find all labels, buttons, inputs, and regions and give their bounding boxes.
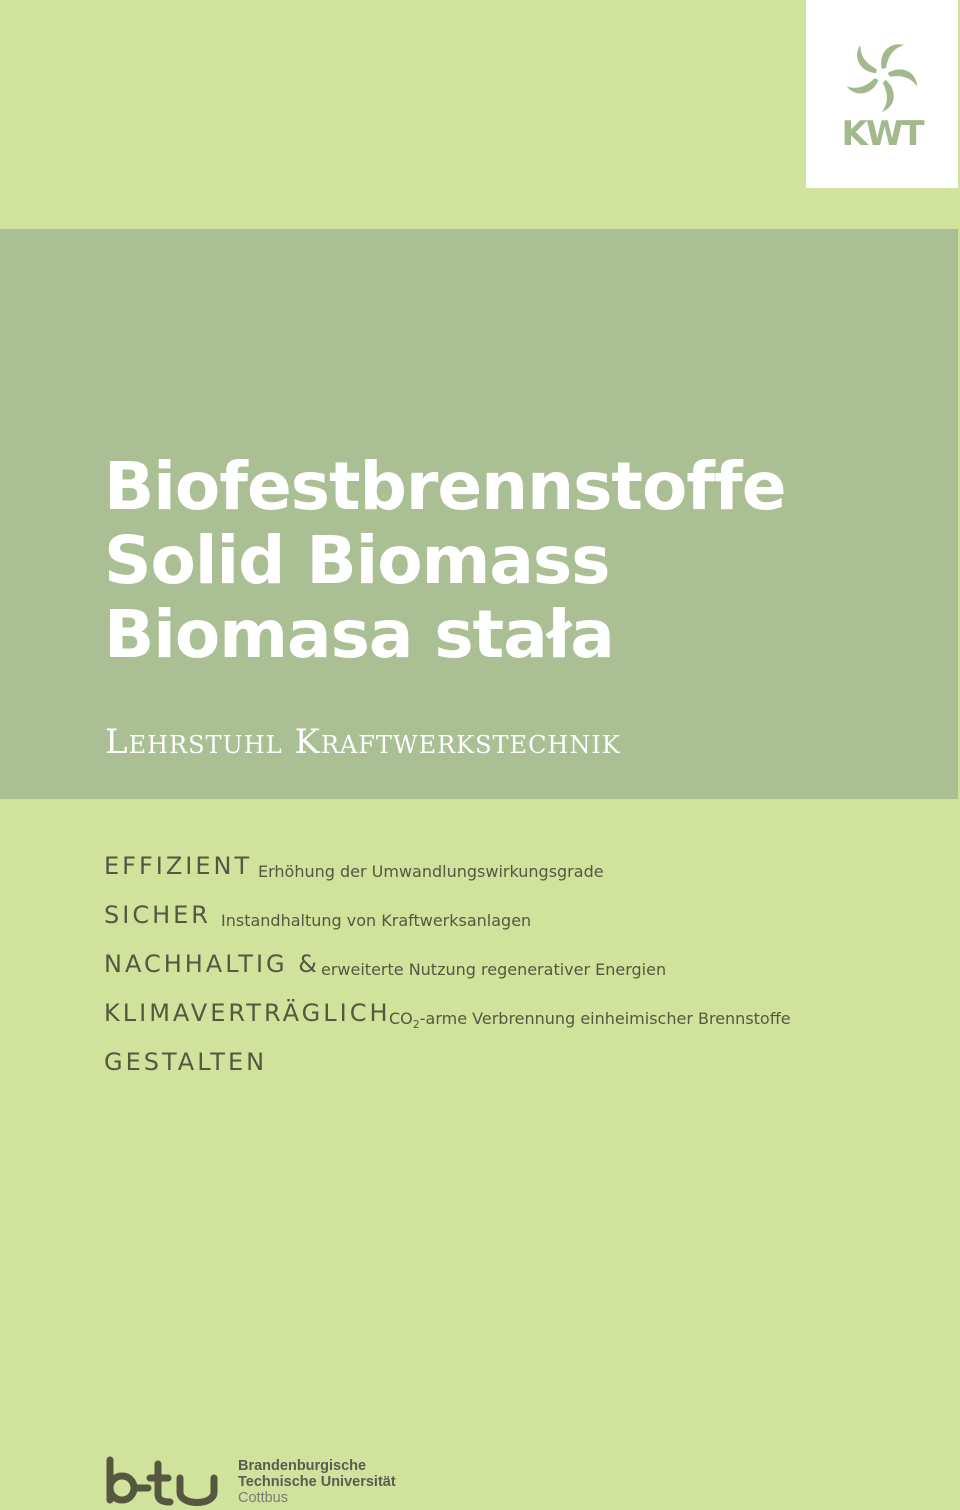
keyword-description: Instandhaltung von Kraftwerksanlagen	[221, 911, 532, 930]
university-line-3: Cottbus	[238, 1490, 288, 1506]
kwt-turbine-icon	[842, 38, 922, 112]
university-name	[238, 1458, 396, 1506]
keyword-word: KLIMAVERTRÄGLICH	[104, 999, 391, 1027]
keyword-description: erweiterte Nutzung regenerativer Energien	[321, 960, 667, 979]
page-title	[104, 450, 785, 672]
keyword-word: GESTALTEN	[104, 1048, 268, 1076]
btu-logo-icon	[104, 1456, 228, 1510]
university-line-2: Technische Universität	[238, 1474, 396, 1490]
keyword-description: Erhöhung der Umwandlungswirkungsgrade	[258, 862, 604, 881]
keyword-description	[389, 1009, 791, 1031]
university-line-1: Brandenburgische	[238, 1458, 367, 1474]
keyword-word: SICHER	[104, 901, 211, 929]
kwt-logo	[806, 0, 958, 188]
title-line-polish: Biomasa stała	[104, 596, 614, 673]
page-subtitle: Lehrstuhl Kraftwerkstechnik	[105, 722, 621, 762]
kwt-logo-text: KWT	[841, 114, 923, 154]
keyword-row	[104, 999, 391, 1027]
co2-subscript: 2	[412, 1018, 420, 1032]
title-line-german: Biofestbrennstoffe	[104, 448, 786, 525]
keyword-row	[104, 852, 252, 880]
keyword-word: EFFIZIENT	[104, 852, 253, 880]
title-line-english: Solid Biomass	[104, 522, 610, 599]
co2-prefix: CO	[389, 1009, 413, 1028]
keyword-row	[104, 950, 320, 978]
keyword-row	[104, 901, 211, 929]
co2-suffix: -arme Verbrennung einheimischer Brennstoffe	[419, 1009, 791, 1028]
keyword-word: NACHHALTIG &	[104, 950, 320, 978]
keyword-row	[104, 1048, 267, 1076]
